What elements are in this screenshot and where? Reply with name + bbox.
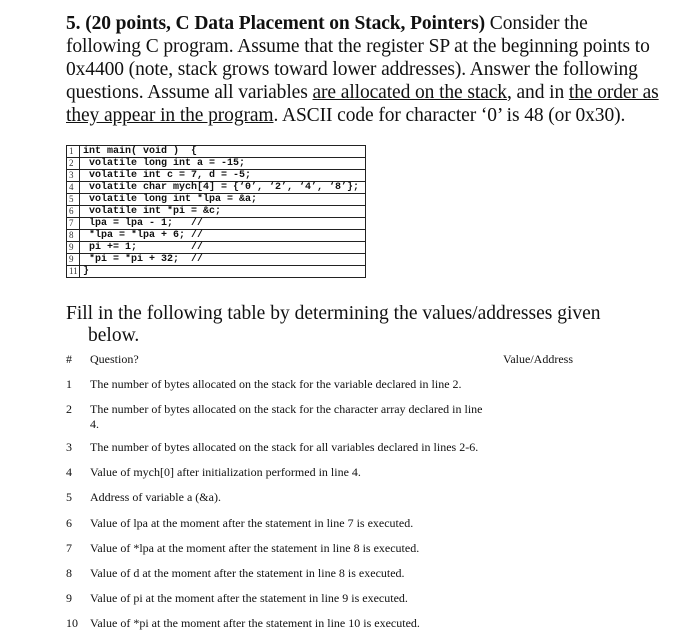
code-line-text: volatile int c = 7, d = -5; [80, 170, 366, 182]
row-question: Value of d at the moment after the statement in line 8 is executed. [90, 566, 405, 580]
code-line-number: 7 [67, 218, 80, 230]
code-line-text: volatile long int a = -15; [80, 158, 366, 170]
row-question: Address of variable a (&a). [90, 490, 221, 504]
row-question: The number of bytes allocated on the stack for the variable declared in line 2. [90, 377, 462, 391]
code-line-number: 8 [67, 230, 80, 242]
code-line-text: pi += 1; // [80, 242, 366, 254]
code-line-text: *pi = *pi + 32; // [80, 254, 366, 266]
instructions [66, 303, 626, 347]
row-number: 3 [66, 440, 72, 454]
problem-text-2: , and in [506, 82, 569, 103]
row-number: 4 [66, 465, 72, 479]
column-header-value: Value/Address [503, 352, 573, 366]
row-number: 2 [66, 402, 72, 416]
code-line [67, 242, 366, 254]
code-line-number: 2 [67, 158, 80, 170]
code-line-number: 9 [67, 242, 80, 254]
code-line [67, 170, 366, 182]
row-question: Value of pi at the moment after the statement in line 9 is executed. [90, 591, 408, 605]
code-line [67, 146, 366, 158]
code-line-text: volatile int *pi = &c; [80, 206, 366, 218]
problem-underline-2: the order as they appear in the program [66, 82, 659, 126]
code-line [67, 254, 366, 266]
row-number: 5 [66, 490, 72, 504]
row-question: Value of *pi at the moment after the statement in line 10 is executed. [90, 616, 420, 630]
problem-heading: 5. (20 points, C Data Placement on Stack, Pointers) [66, 13, 485, 34]
code-line-number: 6 [67, 206, 80, 218]
problem-text-3: . ASCII code for character ‘0’ is 48 (or 0x30). [273, 105, 626, 126]
code-line [67, 182, 366, 194]
problem-underline-1: are allocated on the stack [312, 82, 507, 103]
row-question: The number of bytes allocated on the stack for all variables declared in lines 2-6. [90, 440, 479, 454]
column-header-number: # [66, 352, 72, 366]
row-number: 6 [66, 516, 72, 530]
code-line [67, 218, 366, 230]
code-line [67, 266, 366, 278]
code-line-text: } [80, 266, 366, 278]
code-line-text: volatile char mych[4] = {‘0’, ‘2’, ‘4’, ‘8’}; [80, 182, 366, 194]
code-line-text: lpa = lpa - 1; // [80, 218, 366, 230]
row-number: 1 [66, 377, 72, 391]
code-line [67, 206, 366, 218]
code-line-number: 1 [67, 146, 80, 158]
row-number: 8 [66, 566, 72, 580]
row-number: 7 [66, 541, 72, 555]
problem-text-1: Consider the following C program. Assume that the register SP at the beginning points to 0x4400 (note, stack grows toward lower addresses). Answer the following questions. Assume all variables [66, 13, 650, 103]
code-line-number: 3 [67, 170, 80, 182]
problem-statement [66, 12, 666, 127]
instructions-line-2: below. [88, 325, 140, 346]
row-question: The number of bytes allocated on the stack for the character array declared in line 4. [90, 402, 483, 431]
code-line [67, 194, 366, 206]
code-line [67, 158, 366, 170]
code-line-text: int main( void ) { [80, 146, 366, 158]
code-line-number: 9 [67, 254, 80, 266]
row-question: Value of mych[0] after initialization performed in line 4. [90, 465, 361, 479]
code-line-text: volatile long int *lpa = &a; [80, 194, 366, 206]
row-number: 10 [66, 616, 78, 630]
row-question: Value of lpa at the moment after the statement in line 7 is executed. [90, 516, 414, 530]
code-line-number: 11 [67, 266, 80, 278]
row-question: Value of *lpa at the moment after the statement in line 8 is executed. [90, 541, 420, 555]
code-line-number: 4 [67, 182, 80, 194]
column-header-question: Question? [90, 352, 139, 366]
instructions-line-1: Fill in the following table by determining the values/addresses given [66, 303, 601, 324]
code-line-text: *lpa = *lpa + 6; // [80, 230, 366, 242]
code-line-number: 5 [67, 194, 80, 206]
code-listing [66, 145, 366, 278]
row-number: 9 [66, 591, 72, 605]
code-line [67, 230, 366, 242]
